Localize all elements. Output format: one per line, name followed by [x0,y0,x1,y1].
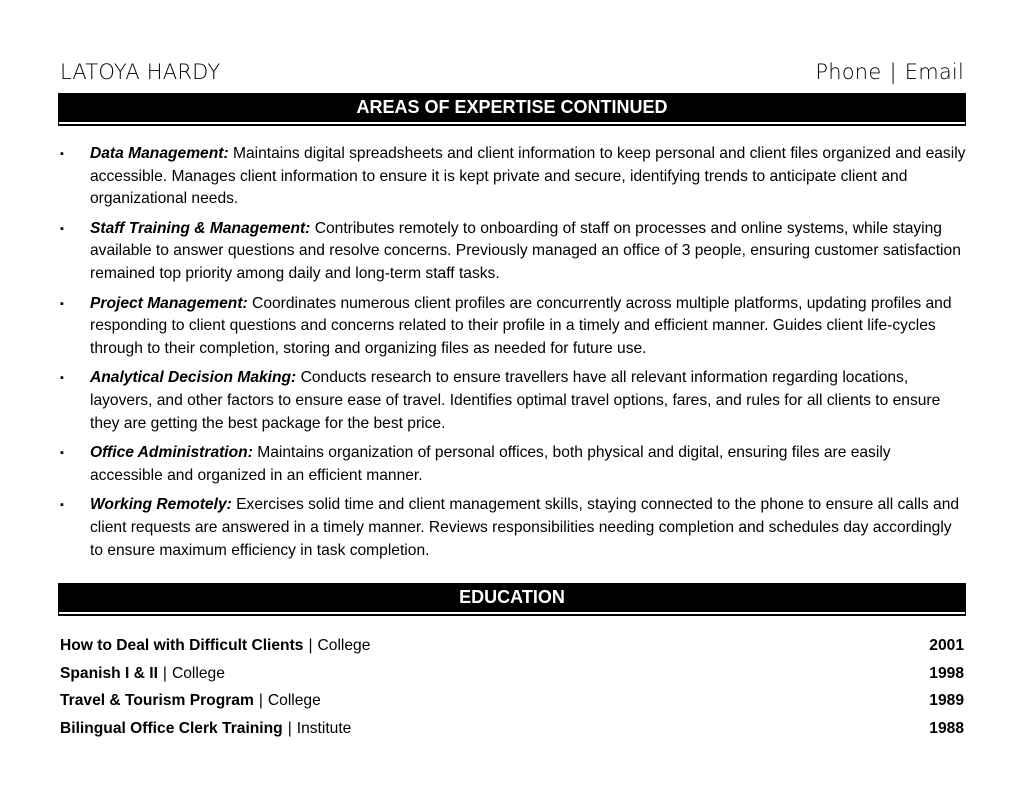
section-title-education: EDUCATION [459,587,565,607]
education-institution: College [267,692,321,709]
education-institution: College [317,637,371,654]
education-title: Travel & Tourism Program [60,692,254,709]
bullet-square-icon [60,367,64,390]
expertise-text: Conducts research to ensure travellers have all relevant information regarding locations, layovers, and other factors to ensure ease of travel. Identifies optimal travel options, fares, and rules for all clients to ensure they are getting the best package for the best price. [90,369,941,432]
education-entry [60,660,225,688]
contact-info [815,60,964,84]
education-year: 2001 [929,637,964,654]
contact-phone: Phone [815,60,882,84]
education-separator: | [162,664,167,682]
expertise-term: Project Management: [90,294,248,312]
expertise-item [58,442,966,487]
expertise-term: Working Remotely: [90,496,232,514]
expertise-term: Data Management: [90,145,229,162]
education-row [60,632,964,660]
resume-page [58,0,966,785]
expertise-item [58,143,966,211]
expertise-item [58,367,966,435]
expertise-text: Exercises solid time and client management skills, staying connected to the phone to ensure all calls and client requests are answered in a timely manner. Reviews responsibilities needing completion and schedules day accordingly to ensure maximum efficiency in task completion. [90,496,960,559]
resume-header [60,60,964,84]
bullet-square-icon [60,494,64,517]
education-title: How to Deal with Difficult Clients [60,637,304,654]
expertise-term: Analytical Decision Making: [90,369,297,387]
expertise-term: Office Administration: [90,444,253,462]
education-separator: | [287,719,292,737]
education-row [60,687,964,715]
education-institution: College [171,664,225,682]
expertise-text: Contributes remotely to onboarding of staff on processes and online systems, while staying available to answer questions and resolve concerns. Previously managed an office of 3 people, ensuring customer satisfaction remained top priority among daily and long-term staff tasks. [90,219,961,282]
education-institution: Institute [296,719,352,737]
expertise-term: Staff Training & Management: [90,219,311,237]
bullet-square-icon [60,442,64,465]
education-entry [60,632,370,660]
expertise-item [58,494,966,562]
candidate-name: LATOYA HARDY [60,60,221,84]
contact-separator: | [889,60,897,84]
education-list [60,632,964,742]
section-heading-expertise [58,93,966,122]
education-year: 1989 [929,692,964,709]
education-separator: | [308,637,313,654]
education-year: 1988 [929,719,964,737]
expertise-text: Coordinates numerous client profiles are concurrently across multiple platforms, updating profiles and responding to client questions and concerns related to their profile in a timely and efficient manner. Guides client life-cycles through to their completion, storing and organizing files as needed for future use. [90,294,952,357]
section-heading-education [58,583,966,612]
education-entry [60,715,351,743]
expertise-text: Maintains digital spreadsheets and client information to keep personal and client files organized and easily accessible. Manages client information to ensure it is kept private and secure, identifying trends to anticipate client and organizational needs. [90,145,966,208]
education-entry [60,687,321,715]
bullet-square-icon [60,143,64,166]
education-title: Bilingual Office Clerk Training [60,719,283,737]
education-separator: | [258,692,263,709]
bullet-square-icon [60,218,64,241]
expertise-item [58,293,966,361]
section-title-expertise: AREAS OF EXPERTISE CONTINUED [356,97,668,117]
education-title: Spanish I & II [60,664,158,682]
expertise-list [58,143,966,569]
contact-email: Email [904,60,964,84]
education-row [60,660,964,688]
education-row [60,715,964,743]
bullet-square-icon [60,293,64,316]
expertise-item [58,218,966,286]
expertise-text: Maintains organization of personal offices, both physical and digital, ensuring files are easily accessible and organized in an efficient manner. [90,444,891,484]
education-year: 1998 [929,664,964,682]
